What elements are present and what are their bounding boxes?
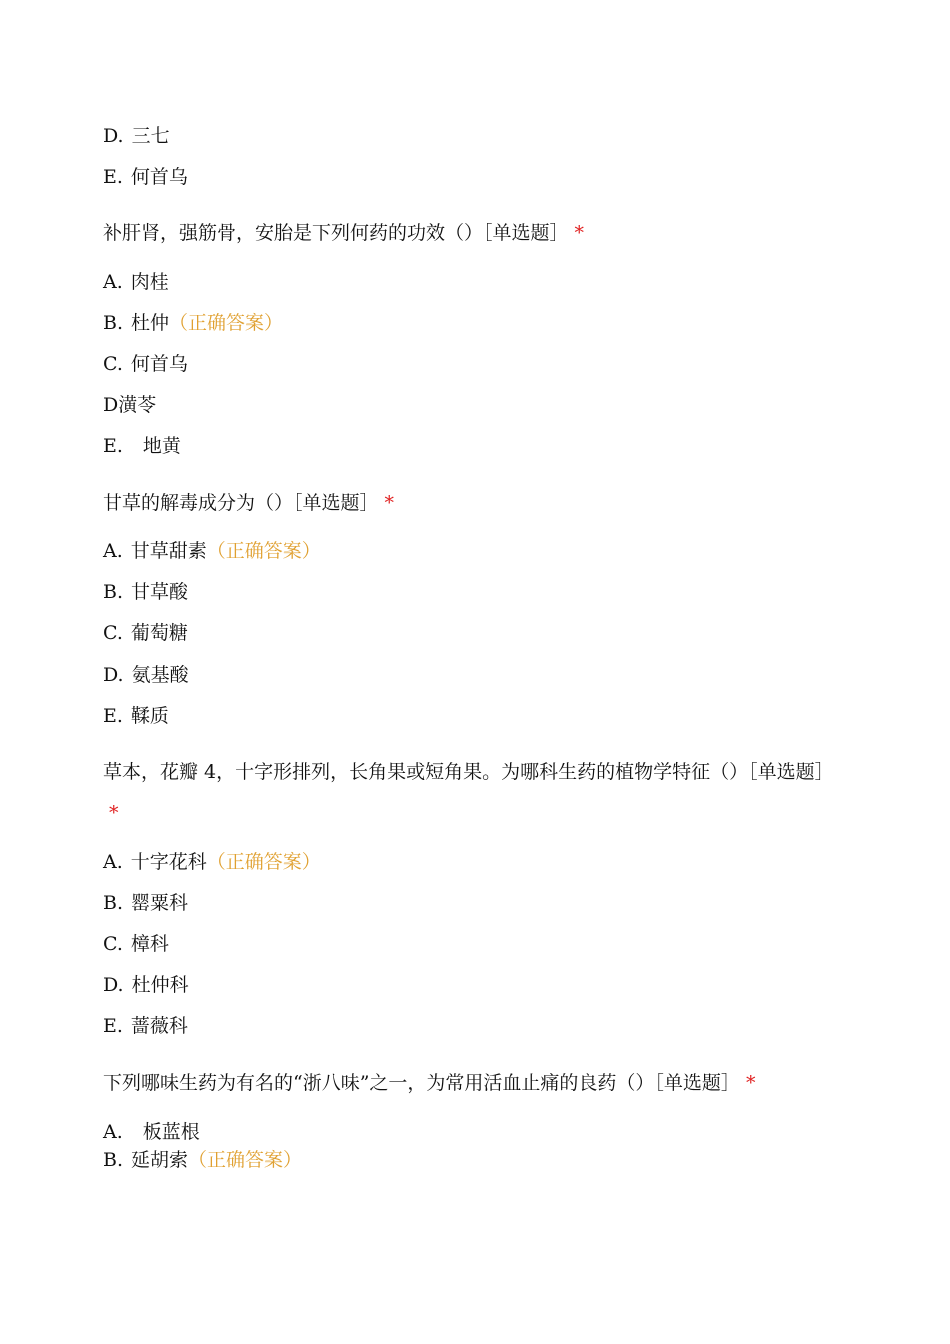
- question-text: 补肝肾，强筋骨，安胎是下列何药的功效（）［单选题］: [103, 222, 569, 244]
- option-letter: A.: [103, 271, 123, 293]
- option-item[interactable]: [103, 932, 169, 956]
- option-text: 樟科: [130, 933, 169, 955]
- option-d-top[interactable]: [103, 124, 170, 148]
- option-item[interactable]: [103, 270, 169, 294]
- option-letter: B.: [103, 1149, 124, 1171]
- option-text: 蔷薇科: [130, 1015, 188, 1037]
- option-item[interactable]: [103, 1120, 200, 1144]
- option-text: 甘草甜素: [130, 540, 207, 562]
- required-mark: *: [384, 492, 395, 514]
- option-text: 甘草酸: [131, 581, 189, 603]
- option-letter: C.: [103, 353, 123, 375]
- option-item[interactable]: [103, 1148, 302, 1172]
- question-prompt: [103, 1071, 755, 1095]
- option-item[interactable]: [103, 580, 188, 604]
- option-text: 肉桂: [130, 271, 169, 293]
- option-text: 鞣质: [130, 705, 169, 727]
- option-item[interactable]: [103, 434, 181, 458]
- option-text: 葡萄糖: [130, 622, 188, 644]
- option-text: 三七: [131, 125, 170, 147]
- option-item[interactable]: [103, 663, 189, 687]
- option-e-top[interactable]: [103, 165, 188, 189]
- option-letter: D.: [103, 664, 124, 686]
- correct-answer-tag: （正确答案）: [206, 540, 321, 562]
- option-item[interactable]: [103, 393, 156, 417]
- option-text: 十字花科: [130, 851, 207, 873]
- option-letter: A.: [103, 540, 123, 562]
- question-prompt: [103, 221, 584, 245]
- option-letter: D.: [103, 974, 124, 996]
- option-letter: B.: [103, 581, 124, 603]
- option-item[interactable]: [103, 1014, 188, 1038]
- option-letter: E.: [103, 705, 123, 727]
- option-text: 何首乌: [130, 353, 188, 375]
- correct-answer-tag: （正确答案）: [169, 312, 284, 334]
- option-text: 延胡索: [131, 1149, 189, 1171]
- option-text: 地黄: [142, 435, 181, 457]
- option-letter: B.: [103, 312, 124, 334]
- question-prompt: [103, 491, 394, 515]
- question-text: 甘草的解毒成分为（）［单选题］: [103, 492, 379, 514]
- question-prompt: [103, 752, 833, 834]
- option-letter: B.: [103, 892, 124, 914]
- option-letter: E.: [103, 435, 123, 457]
- option-letter: C.: [103, 622, 123, 644]
- option-letter: E.: [103, 1015, 123, 1037]
- option-text: 板蓝根: [142, 1121, 200, 1143]
- option-letter: C.: [103, 933, 123, 955]
- option-item[interactable]: [103, 850, 321, 874]
- required-mark: *: [574, 222, 585, 244]
- option-item[interactable]: [103, 352, 188, 376]
- option-item[interactable]: [103, 539, 321, 563]
- question-text: 下列哪味生药为有名的“浙八味”之一，为常用活血止痛的良药（）［单选题］: [103, 1072, 740, 1094]
- option-letter: D.: [103, 125, 124, 147]
- option-text: 何首乌: [130, 166, 188, 188]
- option-letter: D: [103, 394, 119, 416]
- required-mark: *: [745, 1072, 756, 1094]
- option-text: 氨基酸: [131, 664, 189, 686]
- required-mark: *: [109, 802, 119, 824]
- option-item[interactable]: [103, 704, 169, 728]
- question-text: 草本，花瓣 4，十字形排列，长角果或短角果。为哪科生药的植物学特征（）［单选题］: [103, 761, 834, 783]
- option-letter: A.: [103, 851, 123, 873]
- option-item[interactable]: [103, 621, 188, 645]
- option-letter: A.: [103, 1121, 123, 1143]
- option-text: 罂粟科: [131, 892, 189, 914]
- correct-answer-tag: （正确答案）: [188, 1149, 303, 1171]
- option-text: 杜仲: [131, 312, 170, 334]
- option-item[interactable]: [103, 311, 283, 335]
- option-letter: E.: [103, 166, 123, 188]
- option-item[interactable]: [103, 973, 189, 997]
- option-item[interactable]: [103, 891, 188, 915]
- correct-answer-tag: （正确答案）: [206, 851, 321, 873]
- option-text: 潢苓: [118, 394, 157, 416]
- option-text: 杜仲科: [131, 974, 189, 996]
